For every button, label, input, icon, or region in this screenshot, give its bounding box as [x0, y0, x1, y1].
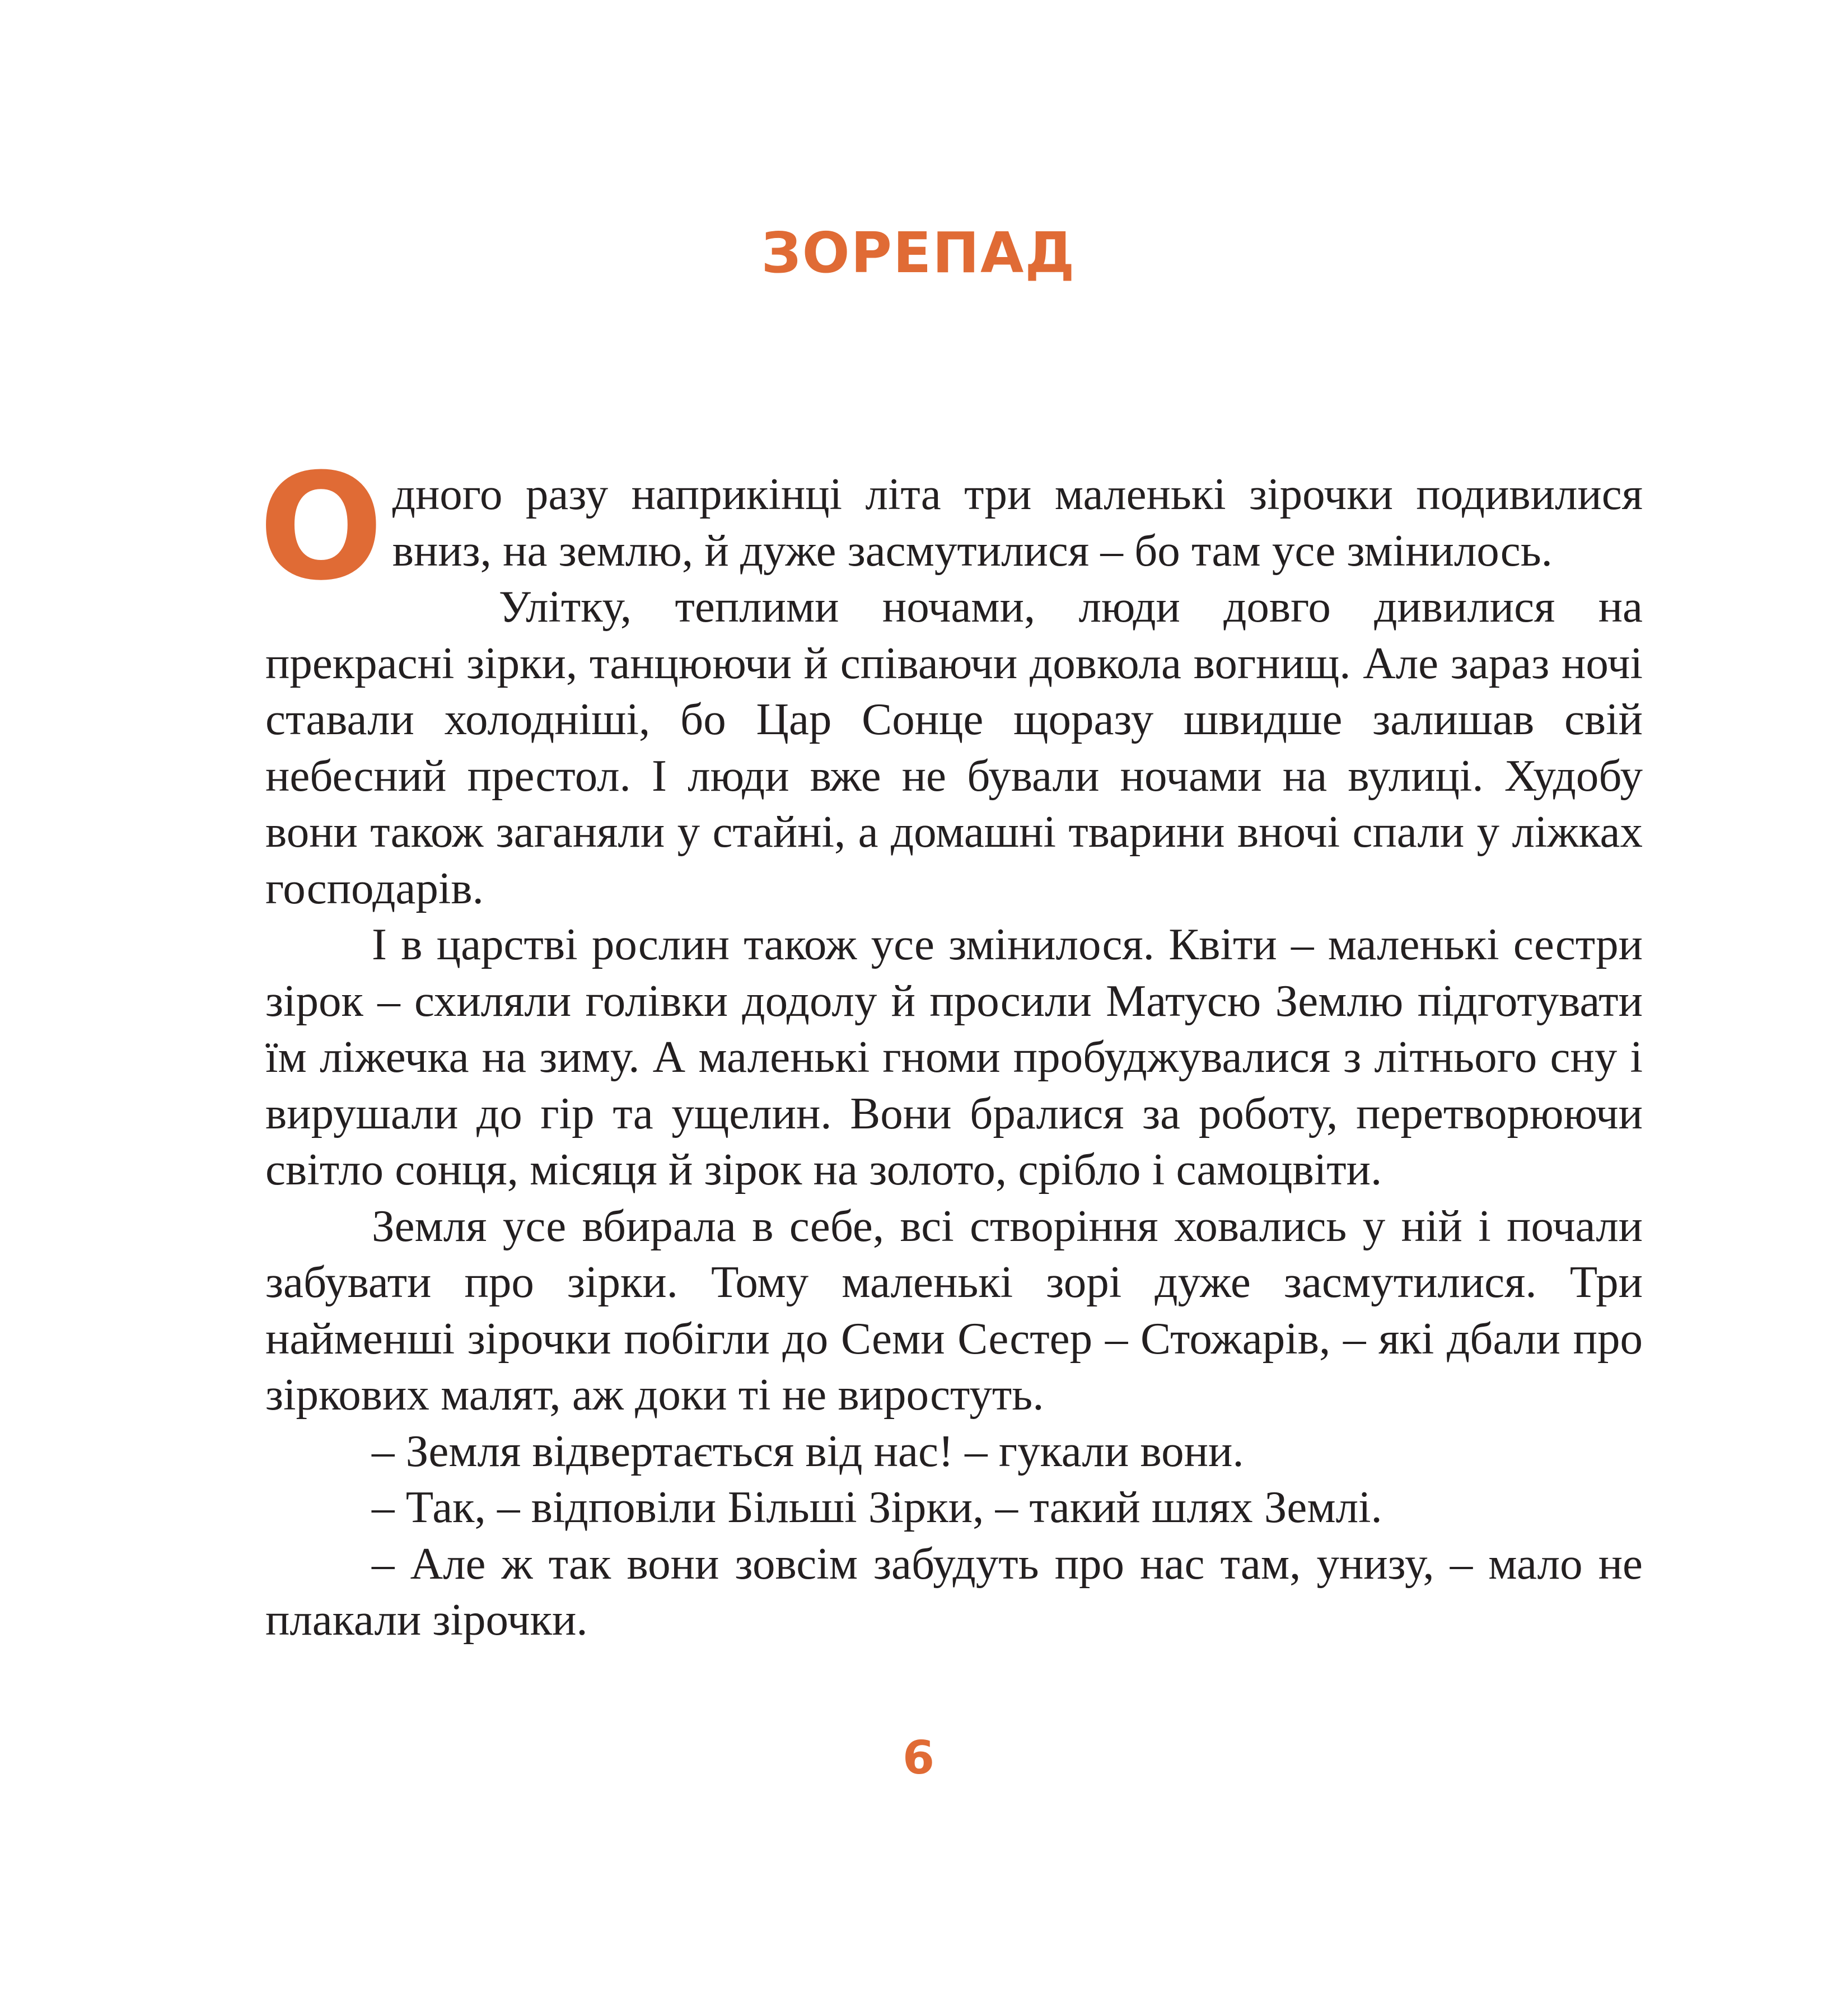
paragraph-1-text: дного разу наприкінці літа три маленькі зірочки подивилися вниз, на землю, й дуже засмутилися – бо там усе змінилось. — [392, 469, 1643, 576]
paragraph-4: Земля усе вбирала в себе, всі створіння ховались у ній і почали забувати про зірки. Тому маленькі зорі дуже засмутилися. Три найменші зірочки побігли до Семи Сестер – Стожарів, – які дбали про зіркових малят, аж доки ті не виростуть. — [265, 1200, 1643, 1420]
page-number: 6 — [902, 1732, 935, 1785]
drop-cap-letter: О — [259, 442, 384, 613]
paragraph-2: Улітку, теплими ночами, люди довго дивилися на прекрасні зірки, танцюючи й співаючи довкола вогнищ. Але зараз ночі ставали холодніші, бо Цар Сонце щоразу швидше залишав свій небесний престол. І люди вже не бували ночами на вулиці. Худобу вони також заганяли у стайні, а домашні тварини вночі спали у ліжках господарів. — [265, 581, 1643, 913]
paragraph-3: І в царстві рослин також усе змінилося. Квіти – маленькі сестри зірок – схиляли голівки додолу й просили Матусю Землю підготувати їм ліжечка на зиму. А маленькі гноми пробуджувалися з літнього сну і вирушали до гір та ущелин. Вони бралися за роботу, перетворюючи світло сонця, місяця й зірок на золото, срібло і самоцвіти. — [265, 919, 1643, 1194]
dialogue-line-1: – Земля відвертається від нас! – гукали вони. — [372, 1425, 1244, 1476]
chapter-title: ЗОРЕПАД — [761, 220, 1076, 286]
dialogue-line-2: – Так, – відповіли Більші Зірки, – такий шлях Землі. — [372, 1482, 1382, 1532]
dialogue-line-3: – Але ж так вони зовсім забудуть про нас там, унизу, – мало не плакали зірочки. — [265, 1538, 1643, 1645]
paragraph-1 — [259, 442, 1643, 613]
story-text — [259, 442, 1643, 1648]
